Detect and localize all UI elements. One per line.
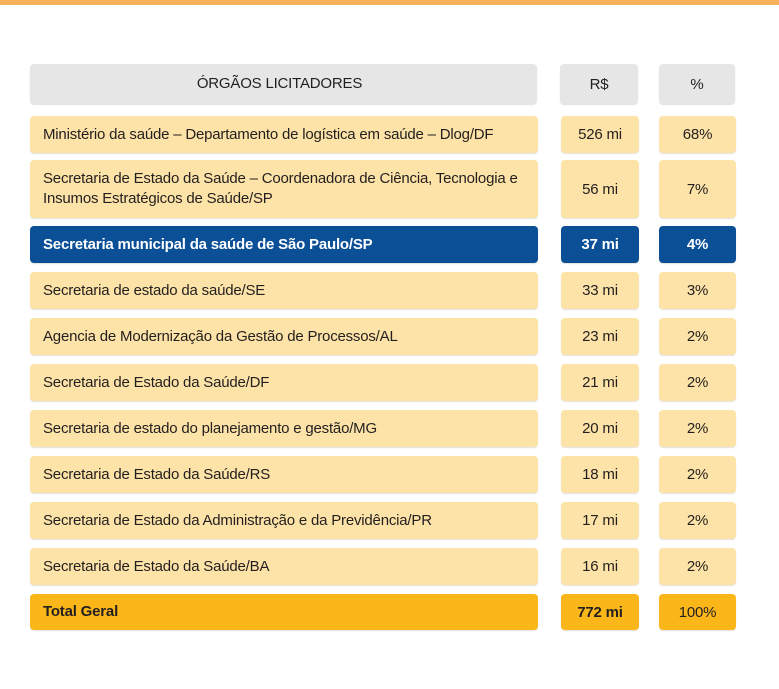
total-row-name: Total Geral — [30, 594, 538, 630]
table-row-10-pct: 2% — [659, 548, 736, 585]
table-row-8-pct: 2% — [659, 456, 736, 493]
table-row-5-value: 23 mi — [561, 318, 639, 355]
table-row-10-name: Secretaria de Estado da Saúde/BA — [30, 548, 538, 585]
table-row-9-pct: 2% — [659, 502, 736, 539]
top-accent-bar — [0, 0, 779, 5]
table-row-1-value: 526 mi — [561, 116, 639, 153]
table-row-8-name: Secretaria de Estado da Saúde/RS — [30, 456, 538, 493]
total-row-pct: 100% — [659, 594, 736, 630]
header-percent: % — [659, 64, 735, 104]
table-row-1-pct: 68% — [659, 116, 736, 153]
table-row-7-name: Secretaria de estado do planejamento e gestão/MG — [30, 410, 538, 447]
table-row-7-pct: 2% — [659, 410, 736, 447]
table-row-4-name: Secretaria de estado da saúde/SE — [30, 272, 538, 309]
table-row-6-value: 21 mi — [561, 364, 639, 401]
table-row-6-name: Secretaria de Estado da Saúde/DF — [30, 364, 538, 401]
table-row-3-name: Secretaria municipal da saúde de São Paulo/SP — [30, 226, 538, 263]
table-row-8-value: 18 mi — [561, 456, 639, 493]
table-row-3-pct: 4% — [659, 226, 736, 263]
header-organs: ÓRGÃOS LICITADORES — [30, 64, 537, 104]
table-row-5-name: Agencia de Modernização da Gestão de Processos/AL — [30, 318, 538, 355]
table-row-7-value: 20 mi — [561, 410, 639, 447]
table-row-10-value: 16 mi — [561, 548, 639, 585]
table-row-4-pct: 3% — [659, 272, 736, 309]
table-row-4-value: 33 mi — [561, 272, 639, 309]
table-row-9-name: Secretaria de Estado da Administração e da Previdência/PR — [30, 502, 538, 539]
table-row-2-value: 56 mi — [561, 160, 639, 218]
table-row-1-name: Ministério da saúde – Departamento de logística em saúde – Dlog/DF — [30, 116, 538, 153]
table-row-9-value: 17 mi — [561, 502, 639, 539]
table-row-2-name: Secretaria de Estado da Saúde – Coordenadora de Ciência, Tecnologia e Insumos Estratégicos de Saúde/SP — [30, 160, 538, 218]
table-row-3-value: 37 mi — [561, 226, 639, 263]
table-row-2-pct: 7% — [659, 160, 736, 218]
table-row-6-pct: 2% — [659, 364, 736, 401]
table-row-5-pct: 2% — [659, 318, 736, 355]
header-value: R$ — [560, 64, 638, 104]
total-row-value: 772 mi — [561, 594, 639, 630]
